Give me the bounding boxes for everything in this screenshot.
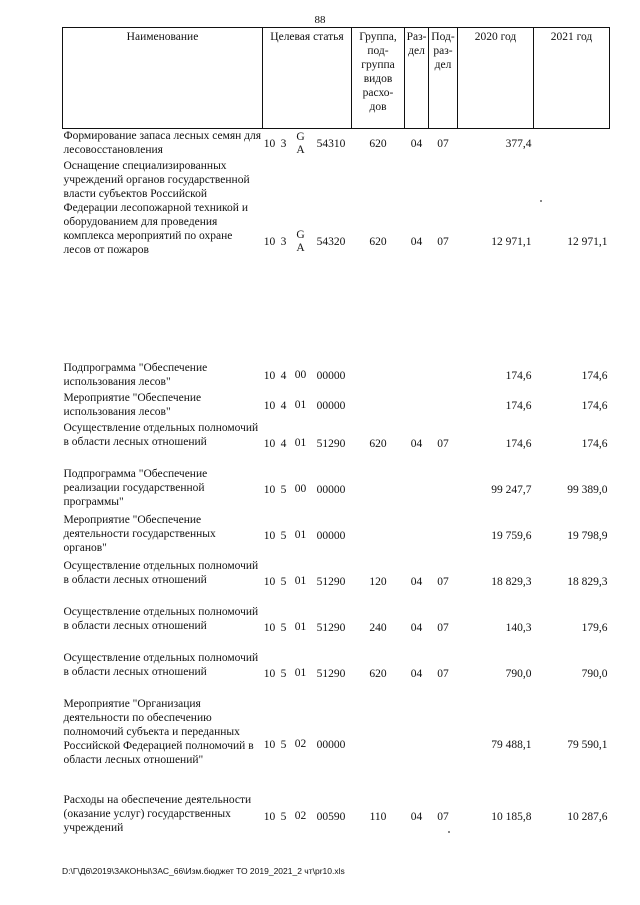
row-target-a: 10 xyxy=(263,369,276,382)
header-target-article: Целевая статья xyxy=(263,28,352,129)
row-value-2021: 174,6 xyxy=(581,437,608,450)
header-year-2021: 2021 год xyxy=(534,28,610,129)
row-target-c: 01 xyxy=(294,399,307,411)
row-value-2021 xyxy=(534,129,610,159)
row-target-b: 5 xyxy=(280,667,287,680)
row-name: Осуществление отдельных полномочий в области лесных отношений xyxy=(63,559,259,586)
row-podrazdel xyxy=(429,697,458,793)
row-target-a: 10 xyxy=(263,621,276,634)
header-group-line: видов xyxy=(363,73,393,85)
header-group xyxy=(352,28,405,129)
header-group-line: дов xyxy=(369,101,387,113)
row-value-2021: 19 798,9 xyxy=(567,529,608,542)
table-row xyxy=(63,651,610,697)
row-name: Мероприятие "Обеспечение использования лесов" xyxy=(63,391,202,418)
row-podrazdel xyxy=(429,467,458,513)
row-value-2021: 179,6 xyxy=(581,621,608,634)
row-podrazdel xyxy=(429,361,458,391)
row-target-d: 54320 xyxy=(316,235,346,248)
header-podrazdel-line: раз- xyxy=(433,45,453,57)
row-value-2021: 18 829,3 xyxy=(567,575,608,588)
row-razdel xyxy=(405,697,429,793)
row-target-b: 4 xyxy=(280,399,287,412)
row-target-a: 10 xyxy=(263,137,276,150)
row-target-b: 4 xyxy=(280,437,287,450)
row-name: Оснащение специализированных учреждений органов государственной власти субъектов Российской Федерации лесопожарной техникой и оборудованием для проведения комплекса мероприятий по охране лесов от пожаров xyxy=(63,159,250,256)
row-podrazdel xyxy=(429,513,458,559)
row-target-a: 10 xyxy=(263,483,276,496)
row-razdel: 04 xyxy=(410,621,423,634)
row-value-2021: 174,6 xyxy=(581,369,608,382)
header-group-line: расхо- xyxy=(362,87,394,99)
table-row xyxy=(63,129,610,159)
row-razdel: 04 xyxy=(410,575,423,588)
row-value-2021: 174,6 xyxy=(581,399,608,412)
row-spacer-cell xyxy=(63,325,610,361)
row-target-c: 01 xyxy=(294,667,307,679)
table-row xyxy=(63,159,610,325)
row-target-b: 3 xyxy=(280,137,287,150)
row-target-c: 02 xyxy=(294,738,307,750)
row-razdel: 04 xyxy=(410,667,423,680)
row-target-d: 00000 xyxy=(316,399,346,412)
row-target-a: 10 xyxy=(263,437,276,450)
table-row xyxy=(63,513,610,559)
row-group: 620 xyxy=(369,437,387,450)
row-podrazdel: 07 xyxy=(437,437,449,450)
row-razdel xyxy=(405,361,429,391)
row-name: Осуществление отдельных полномочий в области лесных отношений xyxy=(63,421,259,448)
row-value-2020: 140,3 xyxy=(505,621,532,634)
row-target-d: 00590 xyxy=(316,810,346,823)
row-target-c: 01 xyxy=(294,575,307,587)
row-target-c: G A xyxy=(296,130,305,156)
row-target-b: 5 xyxy=(280,529,287,542)
budget-table xyxy=(62,27,610,841)
row-target-d: 00000 xyxy=(316,738,346,751)
row-value-2020: 174,6 xyxy=(505,369,532,382)
table-row xyxy=(63,793,610,841)
row-target-c: 00 xyxy=(294,369,307,381)
row-target-a: 10 xyxy=(263,235,276,248)
row-group xyxy=(352,391,405,421)
table-header-row xyxy=(63,28,610,129)
header-name: Наименование xyxy=(63,28,263,129)
row-value-2021: 99 389,0 xyxy=(567,483,608,496)
row-name: Осуществление отдельных полномочий в области лесных отношений xyxy=(63,605,259,632)
row-group: 620 xyxy=(369,667,387,680)
header-group-line: Группа, xyxy=(359,31,397,43)
row-target-c: 02 xyxy=(294,810,307,822)
row-target-b: 5 xyxy=(280,575,287,588)
header-podrazdel xyxy=(429,28,458,129)
row-podrazdel: 07 xyxy=(437,810,449,823)
row-target-d: 54310 xyxy=(316,137,346,150)
row-name: Мероприятие "Обеспечение деятельности государственных органов" xyxy=(63,513,216,554)
row-group: 620 xyxy=(369,137,387,150)
row-podrazdel: 07 xyxy=(437,137,449,150)
row-value-2020: 99 247,7 xyxy=(491,483,532,496)
table-body xyxy=(63,129,610,841)
row-target-c: 01 xyxy=(294,529,307,541)
row-value-2020: 79 488,1 xyxy=(491,738,532,751)
row-value-2021: 790,0 xyxy=(581,667,608,680)
row-group xyxy=(352,697,405,793)
row-spacer xyxy=(63,325,610,361)
row-razdel xyxy=(405,467,429,513)
row-target-a: 10 xyxy=(263,738,276,751)
row-target-d: 51290 xyxy=(316,575,346,588)
row-value-2021: 10 287,6 xyxy=(567,810,608,823)
header-razdel-line: дел xyxy=(408,45,425,57)
row-podrazdel xyxy=(429,391,458,421)
row-group: 110 xyxy=(369,810,387,823)
row-target-d: 00000 xyxy=(316,529,346,542)
table-row xyxy=(63,421,610,467)
table-row xyxy=(63,361,610,391)
row-razdel: 04 xyxy=(410,137,423,150)
row-target-a: 10 xyxy=(263,575,276,588)
header-razdel xyxy=(405,28,429,129)
row-podrazdel: 07 xyxy=(437,235,449,248)
row-value-2020: 174,6 xyxy=(505,399,532,412)
row-target-d: 00000 xyxy=(316,369,346,382)
row-razdel: 04 xyxy=(410,437,423,450)
row-target-a: 10 xyxy=(263,529,276,542)
row-value-2020: 377,4 xyxy=(505,137,532,150)
row-target-d: 00000 xyxy=(316,483,346,496)
row-target-d: 51290 xyxy=(316,667,346,680)
row-group: 120 xyxy=(369,575,387,588)
row-podrazdel: 07 xyxy=(437,575,449,588)
row-value-2020: 18 829,3 xyxy=(491,575,532,588)
scan-speck xyxy=(540,200,542,202)
scan-speck xyxy=(448,831,450,833)
row-razdel: 04 xyxy=(410,810,423,823)
row-target-a: 10 xyxy=(263,667,276,680)
header-group-line: группа xyxy=(361,59,395,71)
row-group xyxy=(352,467,405,513)
row-target-c: 01 xyxy=(294,437,307,449)
header-podrazdel-line: дел xyxy=(434,59,452,71)
row-target-b: 5 xyxy=(280,738,287,751)
row-name: Подпрограмма "Обеспечение реализации государственной программы" xyxy=(63,467,208,508)
header-razdel-line: Раз- xyxy=(406,31,427,43)
row-target-c: G A xyxy=(296,228,305,254)
row-name: Мероприятие "Организация деятельности по обеспечению полномочий субъекта и переданных Российской Федерацией полномочий в области лесных отношений" xyxy=(63,697,254,766)
row-name: Подпрограмма "Обеспечение использования лесов" xyxy=(63,361,208,388)
row-target-b: 3 xyxy=(280,235,287,248)
row-value-2020: 790,0 xyxy=(505,667,532,680)
row-value-2020: 174,6 xyxy=(505,437,532,450)
row-name: Осуществление отдельных полномочий в области лесных отношений xyxy=(63,651,259,678)
row-razdel xyxy=(405,513,429,559)
row-razdel xyxy=(405,391,429,421)
row-target-b: 5 xyxy=(280,483,287,496)
header-year-2020: 2020 год xyxy=(458,28,534,129)
row-target-d: 51290 xyxy=(316,621,346,634)
row-podrazdel: 07 xyxy=(437,621,449,634)
table-row xyxy=(63,697,610,793)
row-value-2020: 19 759,6 xyxy=(491,529,532,542)
file-path-footer: D:\Г\Д6\2019\ЗАКОНЫ\ЗАС_66\Изм.бюджет ТО 2019_2021_2 чт\pr10.xls xyxy=(62,866,345,876)
row-target-b: 5 xyxy=(280,810,287,823)
row-target-b: 5 xyxy=(280,621,287,634)
table-row xyxy=(63,559,610,605)
row-razdel: 04 xyxy=(410,235,423,248)
row-value-2020: 12 971,1 xyxy=(491,235,532,248)
row-value-2020: 10 185,8 xyxy=(491,810,532,823)
row-name: Формирование запаса лесных семян для лесовосстановления xyxy=(63,130,262,156)
row-group xyxy=(352,513,405,559)
page-number: 88 xyxy=(314,14,326,26)
table-row xyxy=(63,467,610,513)
table-row xyxy=(63,391,610,421)
row-value-2021: 12 971,1 xyxy=(567,235,608,248)
row-target-a: 10 xyxy=(263,399,276,412)
row-target-c: 00 xyxy=(294,483,307,495)
row-podrazdel: 07 xyxy=(437,667,449,680)
row-target-a: 10 xyxy=(263,810,276,823)
row-target-c: 01 xyxy=(294,621,307,633)
row-group: 240 xyxy=(369,621,387,634)
row-value-2021: 79 590,1 xyxy=(567,738,608,751)
row-name: Расходы на обеспечение деятельности (оказание услуг) государственных учреждений xyxy=(63,793,252,834)
header-podrazdel-line: Под- xyxy=(431,31,455,43)
row-group: 620 xyxy=(369,235,387,248)
row-target-b: 4 xyxy=(280,369,287,382)
row-target-d: 51290 xyxy=(316,437,346,450)
header-group-line: под- xyxy=(367,45,389,57)
row-group xyxy=(352,361,405,391)
table-row xyxy=(63,605,610,651)
